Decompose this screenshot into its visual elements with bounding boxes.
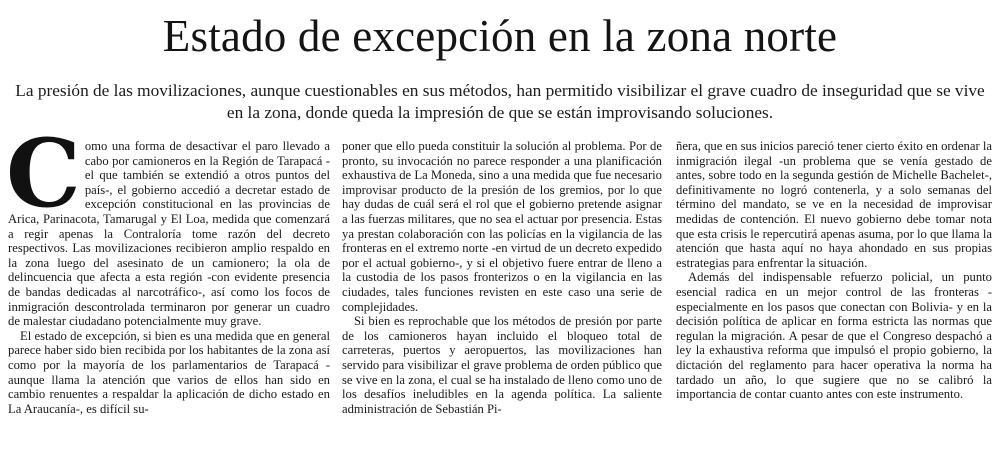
article-column-1 — [6, 119, 330, 416]
paragraph — [6, 119, 330, 329]
deck: La presión de las movilizaciones, aunque cuestionables en sus métodos, han permitido visibilizar el grave cuadro de inseguridad que se vive en la zona, donde queda la impresión de que se están improvisando soluciones. — [15, 81, 985, 122]
drop-cap: C — [6, 119, 81, 229]
paragraph: ñera, que en sus inicios pareció tener cierto éxito en ordenar la inmigración ilegal -un problema que se venía gestado de antes, sobre todo en la segunda gestión de Michelle Bachelet-, definitivamente no logró contenerla, y a solo semanas del término del mandato, se ve en la necesidad de improvisar medidas de contención. El nuevo gobierno debe tomar nota que esta crisis le repercutirá apenas asuma, por lo que llama la atención que hasta aquí no haya ahondado en sus propias estrategias para enfrentar la situación. — [676, 139, 992, 270]
article-column-3 — [676, 139, 992, 402]
paragraph: El estado de excepción, si bien es una medida que en general parece haber sido bien recibida por los habitantes de la zona así como por la mayoría de los parlamentarios de Tarapacá -aunque llama la atención que varios de ellos han sido en cambio renuentes a respaldar la aplicación de dicho estado en La Araucanía-, es difícil su- — [8, 328, 330, 416]
paragraph: poner que ello pueda constituir la solución al problema. Por de pronto, su invocación no parece responder a una planificación exhaustiva de La Moneda, sino a una medida que fue necesario improvisar producto de la presión de los gremios, por lo que hay dudas de cuál será el rol que el gobierno pretende asignar a las fuerzas militares, que no sea el actuar por presencia. Estas ya prestan colaboración con las policías en la vigilancia de las fronteras en el extremo norte -en virtud de un decreto expedido por el actual gobierno-, y si el objetivo fuere entrar de lleno a la custodia de los pasos fronterizos o en la vigilancia en las ciudades, tales funciones revisten en este caso una serie de complejidades. — [342, 139, 662, 314]
paragraph: Si bien es reprochable que los métodos de presión por parte de los camioneros hayan incluido el bloqueo total de carreteras, puertos y aeropuertos, las movilizaciones han servido para visibilizar el grave problema de orden público que se vive en la zona, el cual se ha instalado de lleno como uno de los desafíos ineludibles en la agenda política. La saliente administración de Sebastián Pi- — [342, 314, 662, 416]
headline: Estado de excepción en la zona norte — [162, 11, 838, 61]
paragraph: Además del indispensable refuerzo policial, un punto esencial radica en un mejor control de las fronteras -especialmente en los pasos que conectan con Bolivia- y en la decisión política de aplicar en forma estricta las normas que regulan la migración. A pesar de que el Congreso despachó a ley la exhaustiva reforma que impulsó el propio gobierno, la dictación del reglamento para hacer operativa la norma ha tardado un año, lo que sugiere que no se calibró la importancia de contar cuanto antes con este instrumento. — [676, 270, 992, 402]
paragraph-text: omo una forma de desactivar el paro llevado a cabo por camioneros en la Región de Tarapacá -el que también se extendió a otros puntos del país-, el gobierno accedió a decretar estado de excepción constitucional en las provincias de Arica, Parinacota, Tamarugal y El Loa, medida que comenzará a regir apenas la Contraloría tome razón del decreto respectivos. Las movilizaciones recibieron amplio respaldo en la zona luego del asesinato de un camionero; la ola de delincuencia que afecta a esta región -con evidente presencia de bandas dedicadas al narcotráfico-, así como los focos de inmigración descontrolada terminaron por generar un cuadro de malestar ciudadano potencialmente muy grave. — [8, 139, 330, 329]
article-column-2 — [342, 139, 662, 416]
